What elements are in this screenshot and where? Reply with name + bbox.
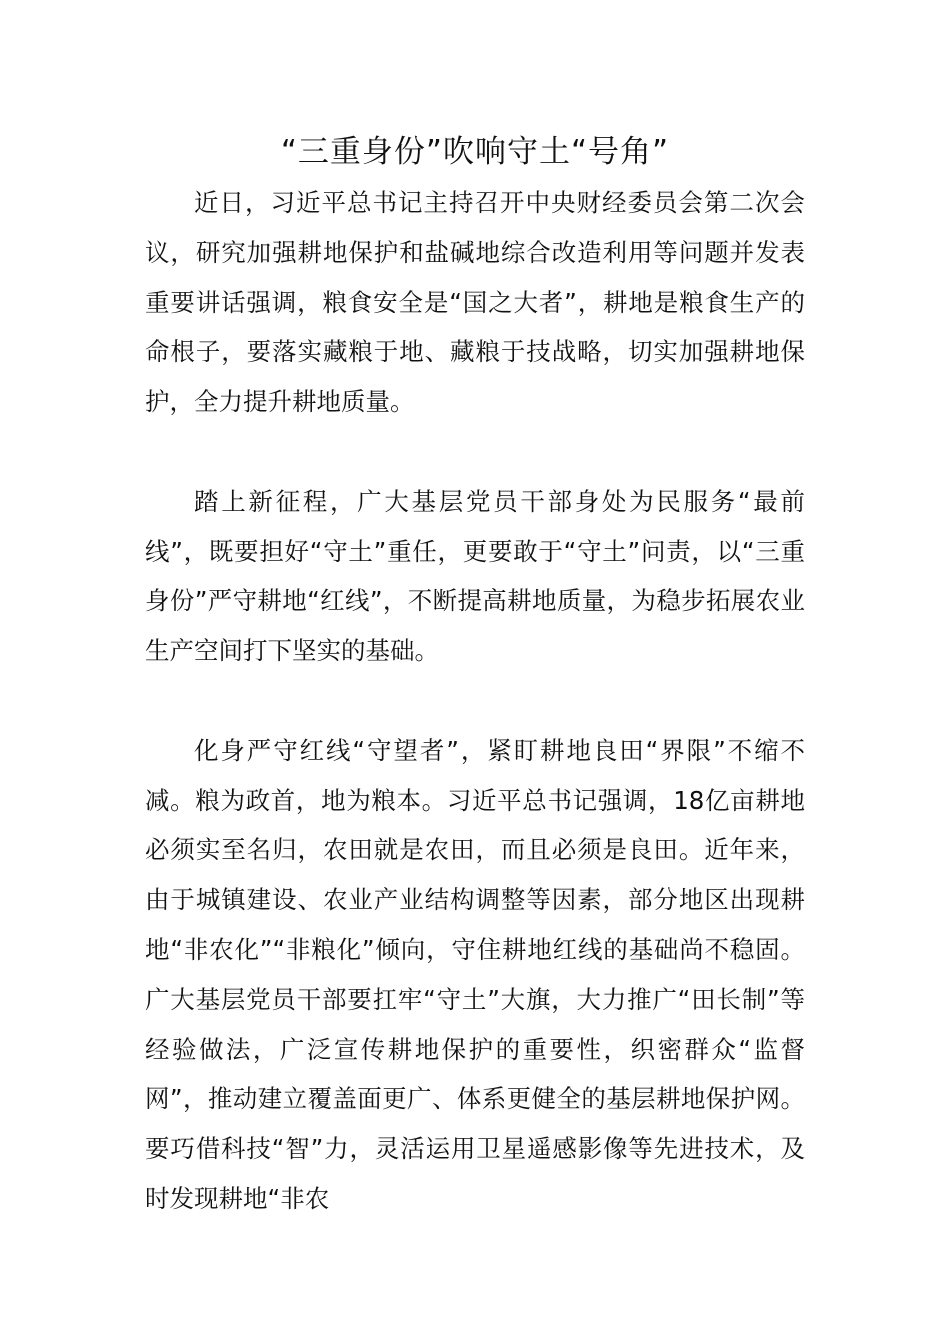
document-body [145, 178, 805, 1224]
paragraph-2: 踏上新征程，广大基层党员干部身处为民服务“最前线”，既要担好“守土”重任，更要敢于“守土”问责，以“三重身份”严守耕地“红线”，不断提高耕地质量，为稳步拓展农业生产空间打下坚实的基础。 [145, 486, 805, 666]
document-title: “三重身份”吹响守土“号角” [280, 134, 670, 170]
paragraph-spacer [145, 427, 805, 477]
paragraph-spacer [145, 676, 805, 726]
paragraph-3: 化身严守红线“守望者”，紧盯耕地良田“界限”不缩不减。粮为政首，地为粮本。习近平总书记强调，18亿亩耕地必须实至名归，农田就是农田，而且必须是良田。近年来，由于城镇建设、农业产业结构调整等因素，部分地区出现耕地“非农化”“非粮化”倾向，守住耕地红线的基础尚不稳固。广大基层党员干部要扛牢“守土”大旗，大力推广“田长制”等经验做法，广泛宣传耕地保护的重要性，织密群众“监督网”，推动建立覆盖面更广、体系更健全的基层耕地保护网。要巧借科技“智”力，灵活运用卫星遥感影像等先进技术，及时发现耕地“非农 [145, 735, 805, 1213]
paragraph-1: 近日，习近平总书记主持召开中央财经委员会第二次会议，研究加强耕地保护和盐碱地综合改造利用等问题并发表重要讲话强调，粮食安全是“国之大者”，耕地是粮食生产的命根子，要落实藏粮于地、藏粮于技战略，切实加强耕地保护，全力提升耕地质量。 [145, 188, 805, 417]
